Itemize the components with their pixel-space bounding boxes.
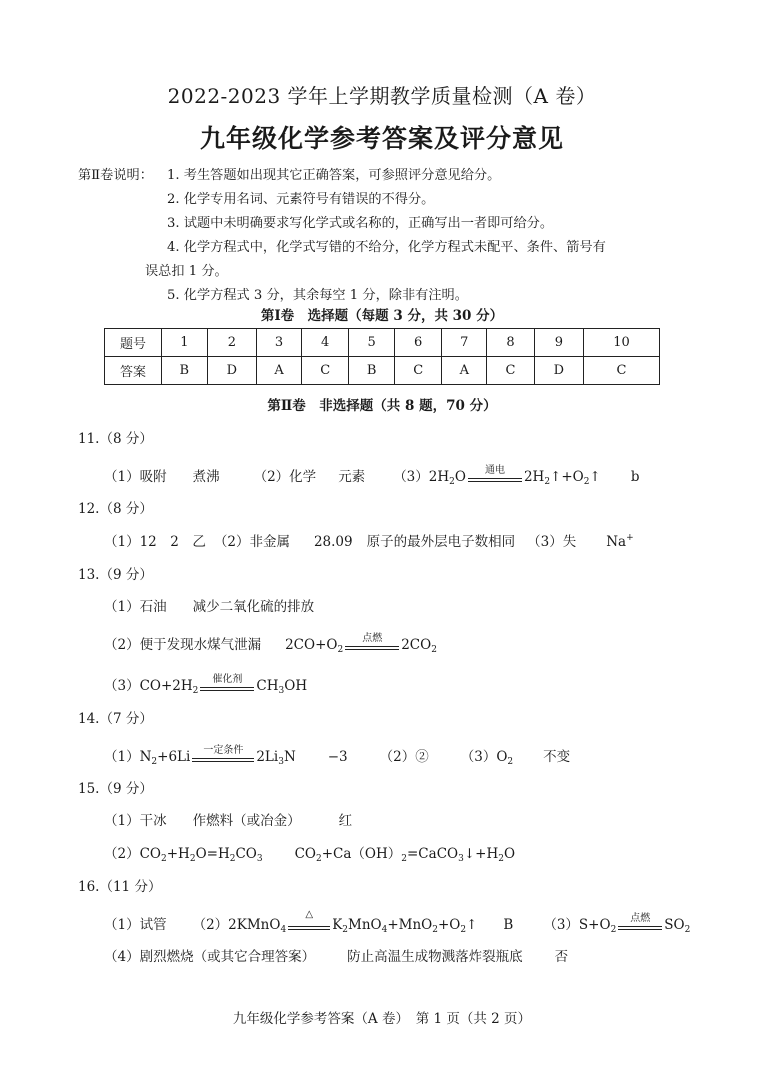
q13-heading: 13.（9 分） xyxy=(78,567,153,583)
q15-line-1: （1）干冰 作燃料（或冶金） 红 xyxy=(104,813,353,829)
note-5: 5. 化学方程式 3 分，其余每空 1 分，除非有注明。 xyxy=(167,288,468,303)
q12-ans-3: 28.09 xyxy=(313,534,353,550)
q11-ans-2: 煮沸 xyxy=(192,469,220,485)
table-header-cell: 答案 xyxy=(105,357,162,385)
q15-equation-2: $CO_2+Ca(OH)_2=CaCO_3↓+H_2O$ xyxy=(294,846,516,864)
q12-heading: 12.（8 分） xyxy=(78,501,153,517)
note-3: 3. 试题中未明确要求写化学式或名称的，正确写出一者即可给分。 xyxy=(167,216,554,231)
q15-line-2 xyxy=(104,842,515,864)
q13-line-3: $(3)CO+2H_2$ 催化剂 $CH_3OH$ xyxy=(104,673,308,696)
table-cell: 1 xyxy=(162,329,208,357)
table-cell: 8 xyxy=(487,329,534,357)
q16-equation-2: $(3)S+O_2$ 点燃 $SO_2$ xyxy=(543,912,691,935)
exam-title: 2022-2023 学年上学期教学质量检测（A 卷） xyxy=(167,84,597,108)
table-cell: 6 xyxy=(395,329,442,357)
note-4: 4. 化学方程式中，化学式写错的不给分，化学方程式未配平、条件、箭号有 xyxy=(167,240,606,255)
table-cell: D xyxy=(207,357,256,385)
table-cell: 9 xyxy=(534,329,583,357)
q14-equation: $(1)N_2+6Li$ 一定条件 $2Li_3N$ xyxy=(104,744,296,767)
notes-prefix: 第Ⅱ卷说明： xyxy=(78,168,153,183)
q16-line-2: （4）剧烈燃烧（或其它合理答案） 防止高温生成物溅落炸裂瓶底 否 xyxy=(104,949,569,965)
table-cell: B xyxy=(162,357,208,385)
q11-ans-3: （2）化学 xyxy=(253,469,317,485)
note-1: 1. 考生答题如出现其它正确答案，可参照评分意见给分。 xyxy=(167,168,501,183)
table-cell: 4 xyxy=(302,329,349,357)
q16-equation-1: （2）2KMnO$_4$ △ $K_2MnO_4+MnO_2+O_2↑$ xyxy=(192,908,478,935)
table-row xyxy=(105,329,660,357)
table-cell: C xyxy=(487,357,534,385)
q12-line xyxy=(104,530,634,550)
reaction-condition: 点燃 xyxy=(345,638,399,654)
q11-line xyxy=(104,465,639,487)
q14-heading: 14.（7 分） xyxy=(78,711,153,727)
q13-equation-1: $2CO+O_2$ 点燃 $2CO_2$ xyxy=(285,632,437,655)
q11-ans-4: 元素 xyxy=(338,469,366,485)
table-cell: C xyxy=(584,357,660,385)
table-cell: 10 xyxy=(584,329,660,357)
reaction-condition: △ xyxy=(288,918,330,934)
q15-heading: 15.（9 分） xyxy=(78,781,153,797)
answer-table xyxy=(104,328,660,385)
table-cell: 3 xyxy=(257,329,302,357)
table-cell: C xyxy=(302,357,349,385)
q12-ans-ion: Na+ xyxy=(606,533,634,550)
q15-equation-1: $(2)CO_2+H_2O=H_2CO_3$ xyxy=(104,846,263,864)
table-cell: D xyxy=(534,357,583,385)
reaction-condition: 通电 xyxy=(468,470,522,486)
q13-line-2: （2）便于发现水煤气泄漏 $2CO+O_2$ 点燃 $2CO_2$ xyxy=(104,632,437,655)
table-cell: 7 xyxy=(442,329,487,357)
q11-heading: 11.（8 分） xyxy=(78,431,153,447)
table-cell: A xyxy=(257,357,302,385)
page-footer: 九年级化学参考答案（A 卷） 第 1 页（共 2 页） xyxy=(232,1011,532,1027)
table-cell: 2 xyxy=(207,329,256,357)
table-cell: 5 xyxy=(349,329,395,357)
table-cell: B xyxy=(349,357,395,385)
note-2: 2. 化学专用名词、元素符号有错误的不得分。 xyxy=(167,192,435,207)
q12-ans-4: 原子的最外层电子数相同 xyxy=(366,534,516,550)
q11-equation: $(3)2H_2O$ 通电 $2H_2↑+O_2↑$ xyxy=(393,464,601,487)
q16-heading: 16.（11 分） xyxy=(78,879,162,895)
q12-ans-1: （1）12 2 乙 xyxy=(104,534,206,550)
q14-line: $(1)N_2+6Li$ 一定条件 $2Li_3N -3$ （2）② $(3)O_2$ 不变 xyxy=(104,744,571,767)
q12-ans-2: （2）非金属 xyxy=(213,534,290,550)
table-row xyxy=(105,357,660,385)
section-2-heading: 第Ⅱ卷 非选择题（共 8 题，70 分） xyxy=(267,398,497,414)
q11-ans-b: b xyxy=(630,469,640,485)
q11-ans-1: （1）吸附 xyxy=(104,469,167,485)
q13-line-1: （1）石油 减少二氧化硫的排放 xyxy=(104,599,315,615)
reaction-condition: 一定条件 xyxy=(192,750,254,766)
section-1-heading: 第Ⅰ卷 选择题（每题 3 分，共 30 分） xyxy=(260,308,504,324)
reaction-condition: 催化剂 xyxy=(200,679,254,695)
q16-line-1: （1）试管 （2）2KMnO$_4$ △ $K_2MnO_4+MnO_2+O_2↑$ B $(3)S+O_2$ 点燃 $SO_2$ xyxy=(104,908,691,935)
note-4-cont: 误总扣 1 分。 xyxy=(145,264,228,279)
table-cell: A xyxy=(442,357,487,385)
q12-ans-5: （3）失 xyxy=(527,534,577,550)
answer-key-title: 九年级化学参考答案及评分意见 xyxy=(199,124,564,153)
table-cell: C xyxy=(395,357,442,385)
reaction-condition: 点燃 xyxy=(618,918,662,934)
table-header-cell: 题号 xyxy=(105,329,162,357)
